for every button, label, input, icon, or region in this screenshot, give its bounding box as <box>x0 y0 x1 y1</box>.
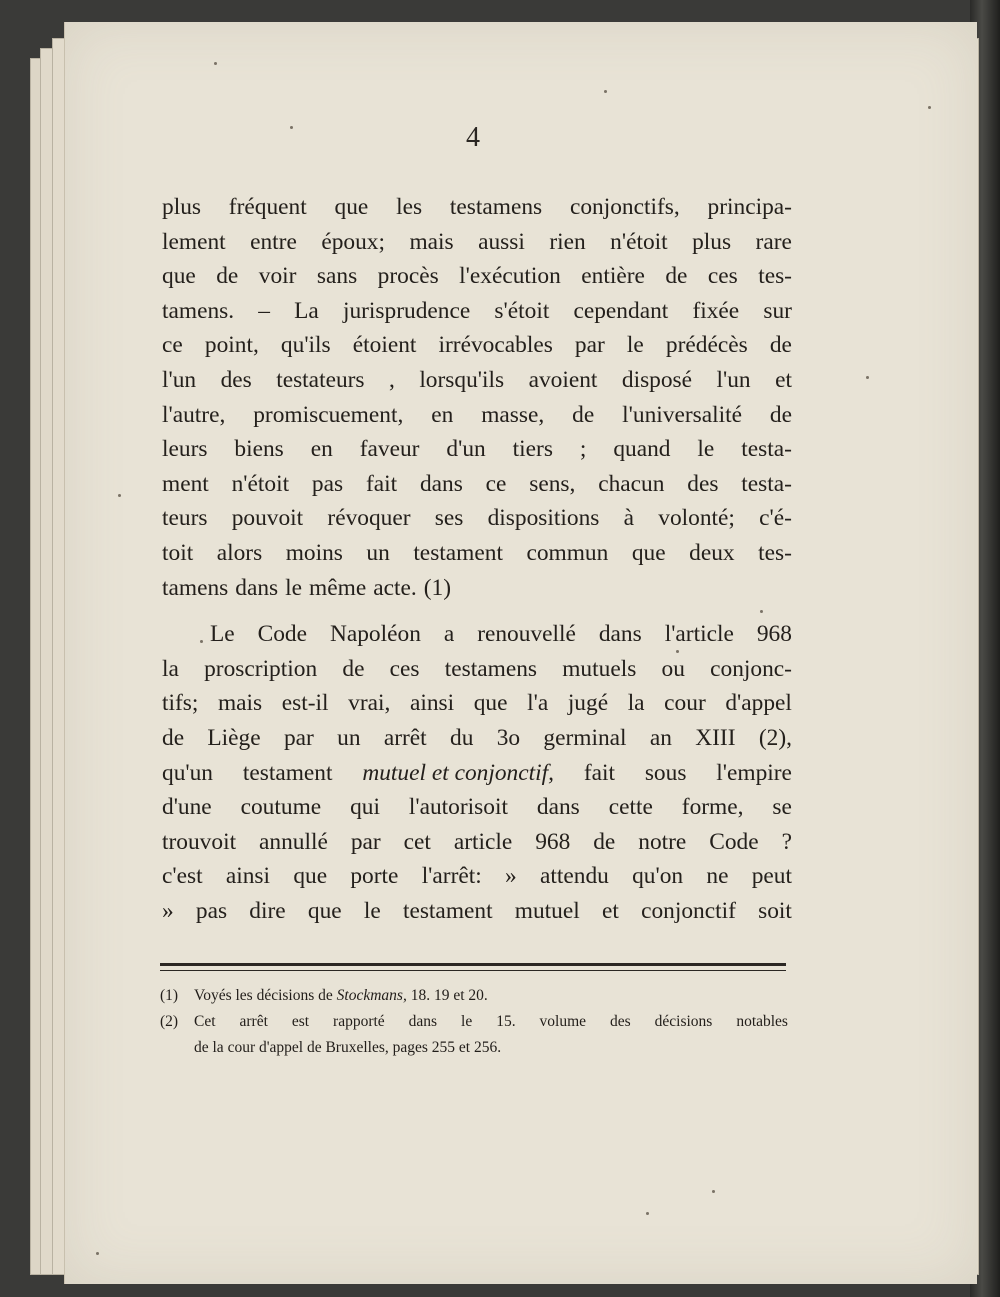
word: promiscuement, <box>253 401 404 428</box>
word: plus <box>162 194 201 220</box>
word: masse, <box>481 401 545 428</box>
word: fréquent <box>228 194 307 220</box>
word: ment <box>162 470 209 497</box>
word: dire <box>249 897 286 924</box>
word: » <box>505 863 517 890</box>
word: sens, <box>529 470 576 497</box>
footnote-mark: (2) <box>160 1013 179 1030</box>
word: pas <box>195 897 228 924</box>
word: ainsi <box>225 863 271 890</box>
word: de <box>216 263 239 290</box>
footnotes <box>160 983 788 1061</box>
word: lement <box>162 228 226 255</box>
word: le <box>697 436 715 463</box>
word: l'un <box>716 366 751 393</box>
word: par <box>574 332 605 359</box>
text-line <box>162 686 792 721</box>
word: porte <box>350 863 399 890</box>
paper-speck <box>928 106 931 109</box>
word: 15. <box>496 1013 516 1030</box>
word: jurisprudence <box>342 297 471 324</box>
word: conjonctif <box>641 897 736 924</box>
word: testamens <box>449 194 543 220</box>
word: l'a <box>527 690 549 717</box>
text-line <box>162 259 792 294</box>
word: tes- <box>758 539 792 566</box>
word: mais <box>409 228 454 255</box>
word: ses <box>434 505 464 532</box>
word: XIII <box>695 724 736 751</box>
paper-speck <box>604 90 607 93</box>
word: soit <box>758 897 792 924</box>
word: d'une <box>162 794 212 821</box>
text-line <box>162 398 792 433</box>
word: dans <box>235 574 279 601</box>
text-line <box>162 225 792 260</box>
word: a <box>443 621 455 648</box>
word: aussi <box>478 228 525 255</box>
word: décisions <box>654 1013 713 1030</box>
word: rapporté <box>333 1013 385 1030</box>
word: est <box>291 1013 310 1030</box>
word: sous <box>644 759 687 786</box>
word: cependant <box>573 297 669 324</box>
word: le <box>285 574 303 601</box>
word: Le <box>210 621 235 648</box>
word: l'un <box>162 366 197 393</box>
word: qu'ils <box>280 332 331 359</box>
word: dans <box>598 621 642 648</box>
word: rare <box>755 228 792 255</box>
word: le <box>626 332 644 359</box>
word: voir <box>258 263 297 290</box>
word: dans <box>419 470 463 497</box>
word: de <box>769 332 792 359</box>
paper-speck <box>760 610 763 613</box>
word: c'é- <box>759 505 792 532</box>
word: de <box>769 401 792 428</box>
text-line <box>162 859 792 894</box>
word: La <box>294 297 319 324</box>
word: d'appel <box>725 690 792 717</box>
footnote-2 <box>160 1009 788 1035</box>
paragraph-2 <box>162 617 792 928</box>
word: tes- <box>758 263 792 290</box>
text-line <box>162 363 792 398</box>
word: que <box>473 690 508 717</box>
word: de <box>162 724 185 751</box>
word: dispositions <box>487 505 600 532</box>
word: cet <box>403 828 431 855</box>
text-line <box>162 894 792 929</box>
text-line <box>162 294 792 329</box>
word: pouvoit <box>231 505 304 532</box>
word: avoient <box>528 366 598 393</box>
word: forme, <box>681 794 744 821</box>
word: Cet <box>194 1013 216 1030</box>
word: l'autorisoit <box>408 794 508 821</box>
word: en <box>431 401 454 428</box>
word: ce <box>162 332 183 359</box>
word: sur <box>763 297 792 324</box>
word: est-il <box>281 690 329 717</box>
word: étoient <box>352 332 417 359</box>
paper-speck <box>646 1212 649 1215</box>
word: ces <box>707 263 738 290</box>
word: leurs <box>162 436 208 463</box>
word: peut <box>751 863 792 890</box>
word: mais <box>217 690 263 717</box>
word: teurs <box>162 505 208 532</box>
word: que <box>334 194 369 220</box>
word: tamens <box>162 574 229 601</box>
word: des <box>220 366 252 393</box>
word: conjonc- <box>710 655 792 682</box>
word: de <box>665 263 688 290</box>
word: 3o <box>496 724 521 751</box>
word: dans <box>536 794 580 821</box>
word: testa- <box>741 436 792 463</box>
word: l'article <box>664 621 734 648</box>
page-number: 4 <box>466 122 480 153</box>
word: attendu <box>539 863 609 890</box>
word: le <box>461 1013 473 1030</box>
paper-speck <box>200 640 203 643</box>
footnote-mark: (1) <box>160 987 179 1004</box>
word: qu'on <box>632 863 684 890</box>
word: jugé <box>567 690 609 717</box>
word: an <box>649 724 672 751</box>
word: d'un <box>446 436 486 463</box>
word: la <box>162 655 179 682</box>
word: à <box>623 505 635 532</box>
text-line <box>162 825 792 860</box>
footnote-2-continued: de la cour d'appel de Bruxelles, pages 255 et 256. <box>194 1039 502 1056</box>
word: testa- <box>741 470 792 497</box>
word: Liège <box>207 724 261 751</box>
word: ne <box>706 863 729 890</box>
word: (2), <box>758 724 792 751</box>
word: de <box>342 655 365 682</box>
word: annullé <box>259 828 328 855</box>
paper-speck <box>96 1252 99 1255</box>
word: lorsqu'ils <box>419 366 505 393</box>
word: et <box>601 897 619 924</box>
paper-speck <box>712 1190 715 1193</box>
word: ? <box>781 828 792 855</box>
text-line <box>162 756 792 791</box>
word: que <box>307 897 342 924</box>
word: Napoléon <box>329 621 421 648</box>
word: pas <box>311 470 344 497</box>
footnote-text <box>194 1009 788 1035</box>
word: l'autre, <box>162 401 226 428</box>
word: que <box>293 863 328 890</box>
text-line <box>162 328 792 363</box>
text-line <box>162 432 792 467</box>
word: biens <box>234 436 284 463</box>
text-line <box>162 617 792 652</box>
word: irrévocables <box>438 332 553 359</box>
word: mutuel <box>514 897 580 924</box>
word: dans <box>408 1013 438 1030</box>
word: l'arrêt: <box>421 863 482 890</box>
word: ces <box>389 655 420 682</box>
word: Code <box>257 621 307 648</box>
word: fait <box>365 470 398 497</box>
word: la <box>627 690 645 717</box>
text-line <box>162 652 792 687</box>
word: s'étoit <box>494 297 550 324</box>
word: procès <box>377 263 439 290</box>
word: trouvoit <box>162 828 237 855</box>
word: ainsi <box>409 690 455 717</box>
word: principa- <box>707 194 792 220</box>
word: entière <box>581 263 645 290</box>
text-line <box>162 190 792 225</box>
word: vrai, <box>348 690 391 717</box>
word: conjonctifs, <box>569 194 680 220</box>
word: n'étoit <box>231 470 290 497</box>
word: révoquer <box>327 505 411 532</box>
word: ce <box>485 470 507 497</box>
word: qu'un <box>162 759 213 786</box>
text-line <box>162 467 792 502</box>
footnote-rule <box>160 963 786 971</box>
word: prédécès <box>665 332 748 359</box>
word: quand <box>613 436 671 463</box>
body-text <box>162 190 792 928</box>
word: tamens. <box>162 297 235 324</box>
word: se <box>772 794 792 821</box>
word: ; <box>579 436 587 463</box>
paper-speck <box>290 126 293 129</box>
word: notre <box>638 828 687 855</box>
word: cette <box>608 794 653 821</box>
word: n'étoit <box>610 228 668 255</box>
word: ou <box>661 655 685 682</box>
paragraph-1 <box>162 190 792 605</box>
word: faveur <box>359 436 420 463</box>
word: de <box>572 401 595 428</box>
word: testament <box>242 759 333 786</box>
text-line <box>162 721 792 756</box>
word: renouvellé <box>477 621 576 648</box>
word: les <box>396 194 423 220</box>
footnote-1 <box>160 983 788 1009</box>
word: testamens <box>444 655 538 682</box>
word: moins <box>285 539 343 566</box>
word: un <box>366 539 390 566</box>
text-line <box>162 790 792 825</box>
word: germinal <box>543 724 627 751</box>
word: article <box>453 828 513 855</box>
word: l'empire <box>716 759 792 786</box>
word: volume <box>539 1013 587 1030</box>
word: que <box>631 539 666 566</box>
word: arrêt <box>239 1013 268 1030</box>
word: le <box>363 897 381 924</box>
word: un <box>337 724 361 751</box>
word: coutume <box>240 794 322 821</box>
word: acte. <box>373 574 417 601</box>
word: testateurs <box>276 366 365 393</box>
word: tiers <box>512 436 553 463</box>
word: fixée <box>692 297 740 324</box>
word: chacun <box>598 470 665 497</box>
text-line <box>162 571 792 606</box>
word: testament <box>413 539 503 566</box>
word: point, <box>204 332 259 359</box>
paper-speck <box>214 62 217 65</box>
word: , <box>389 366 395 393</box>
footnote-text: Voyés les décisions de Stockmans, 18. 19 et 20. <box>194 987 488 1004</box>
word: commun <box>526 539 609 566</box>
word: plus <box>692 228 732 255</box>
word: sans <box>316 263 358 290</box>
word: de <box>593 828 616 855</box>
word: rien <box>549 228 586 255</box>
paper-speck <box>676 650 679 653</box>
word: l'exécution <box>459 263 561 290</box>
word: que <box>162 263 196 290</box>
word: des <box>687 470 719 497</box>
word: et <box>775 366 792 393</box>
paper-speck <box>118 494 121 497</box>
word: c'est <box>162 863 203 890</box>
word: » <box>162 897 174 924</box>
word: arrêt <box>383 724 427 751</box>
word: alors <box>216 539 263 566</box>
word: – <box>258 297 270 324</box>
word: toit <box>162 539 194 566</box>
text-line <box>162 501 792 536</box>
word: fait <box>583 759 615 786</box>
word: qui <box>350 794 380 821</box>
word: entre <box>250 228 297 255</box>
word: volonté; <box>658 505 735 532</box>
word: par <box>283 724 314 751</box>
word: notables <box>736 1013 788 1030</box>
word: disposé <box>621 366 693 393</box>
text-line <box>162 536 792 571</box>
paper-speck <box>866 376 869 379</box>
word: par <box>350 828 381 855</box>
word: du <box>450 724 474 751</box>
word: 968 <box>756 621 792 648</box>
word: cour <box>664 690 706 717</box>
word: deux <box>689 539 735 566</box>
word: testament <box>402 897 493 924</box>
word: tifs; <box>162 690 199 717</box>
word: en <box>310 436 333 463</box>
word: (1) <box>423 574 451 601</box>
word: Code <box>709 828 759 855</box>
word: même <box>309 574 367 601</box>
word: l'universalité <box>622 401 742 428</box>
word: mutuel et conjonctif, <box>362 759 554 786</box>
word: époux; <box>321 228 385 255</box>
word: mutuels <box>562 655 637 682</box>
word: 968 <box>535 828 571 855</box>
word: proscription <box>204 655 318 682</box>
word: des <box>610 1013 631 1030</box>
